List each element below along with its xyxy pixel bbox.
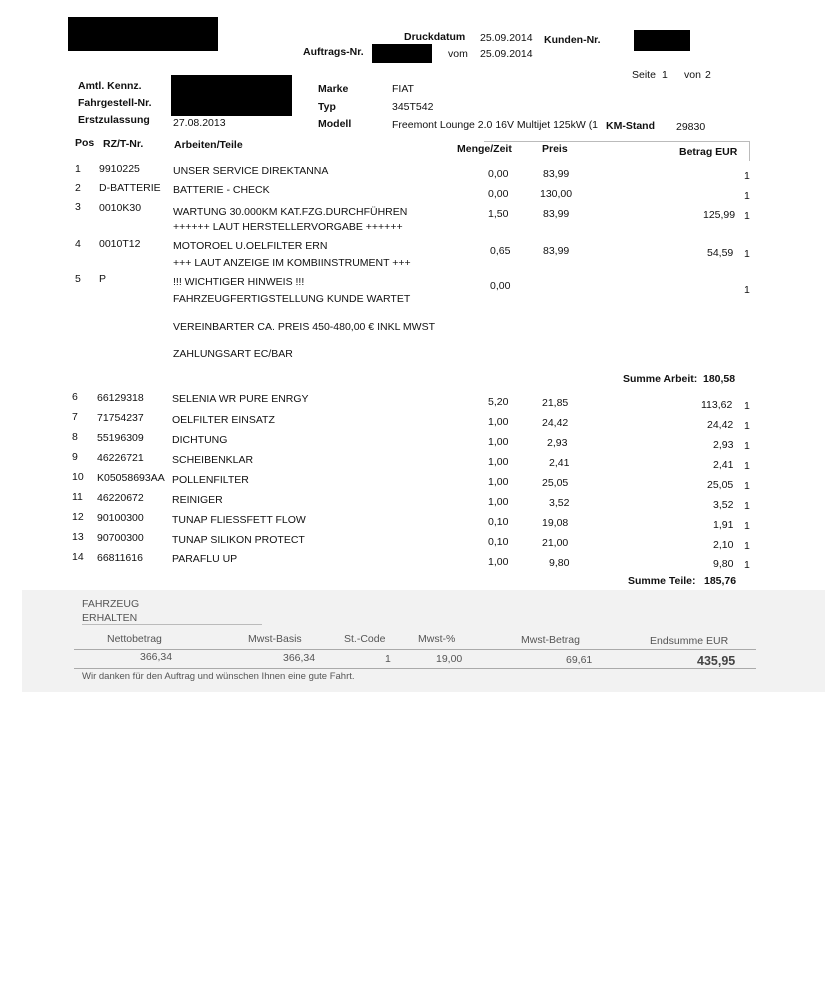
row-pos: 12 — [72, 511, 84, 523]
row-desc: TUNAP FLIESSFETT FLOW — [172, 514, 306, 526]
von-value: 2 — [705, 69, 711, 81]
marke-label: Marke — [318, 83, 349, 95]
row-betrag: 113,62 — [701, 399, 733, 411]
vom-label: vom — [448, 48, 468, 60]
row-desc-2: ++++++ LAUT HERSTELLERVORGABE ++++++ — [173, 221, 403, 233]
row-pos: 3 — [75, 201, 81, 213]
row-pos: 13 — [72, 531, 84, 543]
row-code: 1 — [744, 284, 750, 296]
row-nr: 90100300 — [97, 512, 144, 524]
row-code: 1 — [744, 540, 750, 552]
row-preis: 2,93 — [547, 437, 568, 449]
row-betrag: 24,42 — [707, 419, 734, 431]
row-nr: P — [99, 273, 107, 285]
von-label: von — [684, 69, 701, 81]
summe-arbeit-label: Summe Arbeit: — [623, 373, 698, 385]
row-nr: 66811616 — [97, 552, 143, 564]
netto-header: Nettobetrag — [107, 633, 162, 645]
km-stand-label: KM-Stand — [606, 120, 655, 132]
header-rule — [484, 141, 750, 142]
signature-line — [82, 624, 262, 625]
col-preis: Preis — [542, 143, 568, 155]
row-betrag: 2,93 — [713, 439, 734, 451]
row-menge: 0,00 — [488, 168, 509, 180]
fahrgestell-label: Fahrgestell-Nr. — [78, 97, 152, 109]
row-code: 1 — [744, 520, 750, 532]
erhalten-label: ERHALTEN — [82, 612, 138, 624]
mwst-betrag-value: 69,61 — [566, 654, 593, 666]
row-menge: 1,50 — [488, 208, 509, 220]
footer-header-rule — [74, 649, 756, 650]
price-note: VEREINBARTER CA. PREIS 450-480,00 € INKL MWST — [173, 321, 436, 333]
row-code: 1 — [744, 190, 750, 202]
row-nr: 46226721 — [97, 452, 144, 464]
row-menge: 1,00 — [488, 476, 509, 488]
row-preis: 83,99 — [543, 245, 570, 257]
row-nr: D-BATTERIE — [99, 182, 161, 194]
row-pos: 4 — [75, 238, 81, 250]
row-pos: 8 — [72, 431, 78, 443]
row-desc: REINIGER — [172, 494, 223, 506]
row-preis: 130,00 — [540, 188, 573, 200]
row-desc: MOTOROEL U.OELFILTER ERN — [173, 240, 328, 252]
row-preis: 2,41 — [549, 457, 570, 469]
row-nr: K05058693AA — [97, 472, 165, 484]
druckdatum-value: 25.09.2014 — [480, 32, 533, 44]
row-menge: 1,00 — [488, 556, 509, 568]
row-desc: !!! WICHTIGER HINWEIS !!! — [173, 276, 305, 288]
row-code: 1 — [744, 420, 750, 432]
row-menge: 0,00 — [490, 280, 511, 292]
row-menge: 1,00 — [488, 496, 509, 508]
row-menge: 0,10 — [488, 516, 509, 528]
row-desc-2: +++ LAUT ANZEIGE IM KOMBIINSTRUMENT +++ — [173, 257, 411, 269]
stcode-value: 1 — [385, 653, 391, 665]
row-preis: 21,85 — [542, 397, 569, 409]
marke-value: FIAT — [392, 83, 414, 95]
row-nr: 0010T12 — [99, 238, 141, 250]
redacted-kunden-nr — [634, 30, 690, 51]
row-code: 1 — [744, 210, 750, 222]
endsumme-value: 435,95 — [697, 654, 736, 668]
col-menge: Menge/Zeit — [457, 143, 512, 155]
row-preis: 21,00 — [542, 537, 569, 549]
row-betrag: 125,99 — [703, 209, 736, 221]
header-rule-right — [749, 141, 750, 161]
mwst-prozent-header: Mwst-% — [418, 633, 456, 645]
summe-teile-value: 185,76 — [704, 575, 737, 587]
row-pos: 14 — [72, 551, 84, 563]
row-betrag: 3,52 — [713, 499, 734, 511]
footer-value-rule — [74, 668, 756, 669]
row-code: 1 — [744, 480, 750, 492]
typ-value: 345T542 — [392, 101, 434, 113]
row-betrag: 9,80 — [713, 558, 734, 570]
typ-label: Typ — [318, 101, 336, 113]
row-code: 1 — [744, 460, 750, 472]
row-pos: 1 — [75, 163, 81, 175]
mwst-betrag-header: Mwst-Betrag — [521, 634, 580, 646]
row-nr: 9910225 — [99, 163, 140, 175]
row-preis: 3,52 — [549, 497, 570, 509]
row-nr: 46220672 — [97, 492, 144, 504]
row-nr: 55196309 — [97, 432, 144, 444]
row-betrag: 25,05 — [707, 479, 734, 491]
row-betrag: 2,10 — [713, 539, 734, 551]
row-pos: 5 — [75, 273, 81, 285]
row-desc: UNSER SERVICE DIREKTANNA — [173, 165, 329, 177]
summe-arbeit-value: 180,58 — [703, 373, 736, 385]
seite-value: 1 — [662, 69, 668, 81]
row-desc: DICHTUNG — [172, 434, 228, 446]
row-code: 1 — [744, 500, 750, 512]
row-menge: 0,00 — [488, 188, 509, 200]
basis-header: Mwst-Basis — [248, 633, 302, 645]
summe-teile-label: Summe Teile: — [628, 575, 696, 587]
row-betrag: 1,91 — [713, 519, 734, 531]
row-nr: 90700300 — [97, 532, 144, 544]
thanks-text: Wir danken für den Auftrag und wünschen Ihnen eine gute Fahrt. — [82, 671, 355, 682]
row-menge: 1,00 — [488, 456, 509, 468]
row-nr: 0010K30 — [99, 202, 142, 214]
row-menge: 1,00 — [488, 416, 509, 428]
row-pos: 9 — [72, 451, 78, 463]
redacted-auftrags-nr — [372, 44, 432, 63]
row-desc: TUNAP SILIKON PROTECT — [172, 534, 305, 546]
mwst-prozent-value: 19,00 — [436, 653, 463, 665]
kunden-nr-label: Kunden-Nr. — [544, 34, 601, 46]
row-menge: 1,00 — [488, 436, 509, 448]
row-preis: 19,08 — [542, 517, 569, 529]
row-pos: 10 — [72, 471, 84, 483]
row-menge: 5,20 — [488, 396, 509, 408]
druckdatum-label: Druckdatum — [404, 31, 466, 43]
row-code: 1 — [744, 559, 750, 571]
col-betrag: Betrag EUR — [679, 146, 738, 158]
basis-value: 366,34 — [283, 652, 316, 664]
row-preis: 24,42 — [542, 417, 569, 429]
row-code: 1 — [744, 400, 750, 412]
col-arbeiten: Arbeiten/Teile — [174, 139, 243, 151]
row-desc-2: FAHRZEUGFERTIGSTELLUNG KUNDE WARTET — [173, 293, 411, 305]
seite-label: Seite — [632, 69, 656, 81]
fahrzeug-label: FAHRZEUG — [82, 598, 140, 610]
redacted-logo — [68, 17, 218, 51]
endsumme-header: Endsumme EUR — [650, 635, 729, 647]
row-preis: 83,99 — [543, 168, 570, 180]
row-code: 1 — [744, 440, 750, 452]
row-menge: 0,10 — [488, 536, 509, 548]
row-pos: 6 — [72, 391, 78, 403]
netto-value: 366,34 — [140, 651, 173, 663]
vom-value: 25.09.2014 — [480, 48, 533, 60]
row-pos: 7 — [72, 411, 78, 423]
row-desc: SCHEIBENKLAR — [172, 454, 254, 466]
row-desc: SELENIA WR PURE ENRGY — [172, 393, 309, 405]
stcode-header: St.-Code — [344, 633, 386, 645]
row-desc: WARTUNG 30.000KM KAT.FZG.DURCHFÜHREN — [173, 206, 408, 218]
row-betrag: 2,41 — [713, 459, 734, 471]
erstzulassung-value: 27.08.2013 — [173, 117, 226, 129]
erstzulassung-label: Erstzulassung — [78, 114, 150, 126]
kennz-label: Amtl. Kennz. — [78, 80, 142, 92]
row-nr: 71754237 — [97, 412, 144, 424]
row-desc: PARAFLU UP — [172, 553, 238, 565]
row-pos: 2 — [75, 182, 81, 194]
row-menge: 0,65 — [490, 245, 511, 257]
row-preis: 83,99 — [543, 208, 570, 220]
col-rz-nr: RZ/T-Nr. — [103, 138, 144, 150]
row-desc: POLLENFILTER — [172, 474, 249, 486]
modell-label: Modell — [318, 118, 352, 130]
col-pos: Pos — [75, 137, 95, 149]
row-preis: 25,05 — [542, 477, 569, 489]
row-code: 1 — [744, 170, 750, 182]
row-pos: 11 — [72, 491, 83, 503]
modell-value: Freemont Lounge 2.0 16V Multijet 125kW (1 — [392, 119, 599, 131]
row-preis: 9,80 — [549, 557, 570, 569]
row-desc: OELFILTER EINSATZ — [172, 414, 275, 426]
row-nr: 66129318 — [97, 392, 144, 404]
km-stand-value: 29830 — [676, 121, 706, 133]
row-betrag: 54,59 — [707, 247, 734, 259]
row-code: 1 — [744, 248, 750, 260]
payment-note: ZAHLUNGSART EC/BAR — [173, 348, 293, 360]
row-desc: BATTERIE - CHECK — [173, 184, 270, 196]
redacted-vehicle-ids — [171, 75, 292, 116]
auftrags-nr-label: Auftrags-Nr. — [303, 46, 364, 58]
